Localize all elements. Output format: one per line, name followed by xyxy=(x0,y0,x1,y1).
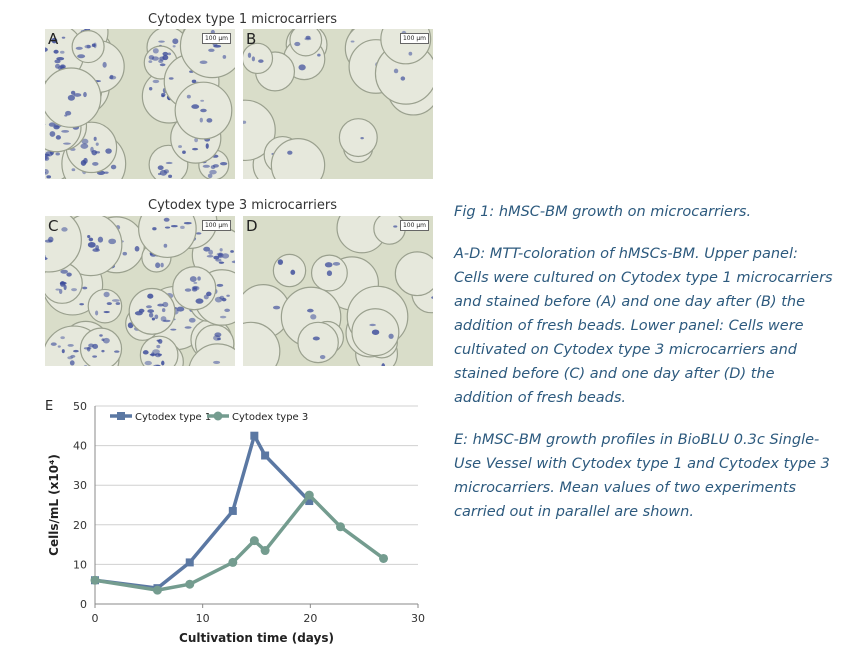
stained-cell xyxy=(149,87,152,90)
stained-cell xyxy=(220,316,226,319)
stained-cell xyxy=(66,273,71,277)
stained-cell xyxy=(200,109,207,112)
stained-cell xyxy=(161,316,167,322)
micrograph-panel-b xyxy=(243,29,433,179)
data-point xyxy=(250,536,259,545)
stained-cell xyxy=(388,334,393,339)
series-line xyxy=(95,495,384,590)
micrograph-panel-a xyxy=(45,29,235,179)
microcarrier-bead xyxy=(273,254,305,286)
legend-marker xyxy=(117,412,125,420)
stained-cell xyxy=(108,239,116,245)
stained-cell xyxy=(218,253,222,257)
stained-cell xyxy=(60,51,65,54)
stained-cell xyxy=(80,143,88,148)
stained-cell xyxy=(393,225,397,227)
y-tick-label: 40 xyxy=(73,439,87,453)
stained-cell xyxy=(72,168,76,171)
micrograph-image-b xyxy=(243,29,433,179)
stained-cell xyxy=(114,350,119,352)
stained-cell xyxy=(333,262,340,266)
stained-cell xyxy=(111,165,116,170)
stained-cell xyxy=(147,294,153,299)
stained-cell xyxy=(77,54,85,58)
stained-cell xyxy=(278,259,283,265)
caption-paragraph-e: E: hMSC-BM growth profiles in BioBLU 0.3c Single-Use Vessel with Cytodex type 1 and Cytodex type 3 microcarriers. Mean values of two experiments carried out in parallel are shown. xyxy=(454,432,830,520)
stained-cell xyxy=(213,164,219,167)
scale-bar-a: 100 µm xyxy=(202,33,231,44)
stained-cell xyxy=(104,292,110,297)
x-axis-label: Cultivation time (days) xyxy=(179,631,334,645)
stained-cell xyxy=(135,246,140,251)
stained-cell xyxy=(173,45,176,47)
stained-cell xyxy=(193,282,197,284)
stained-cell xyxy=(208,250,213,255)
scale-bar-b: 100 µm xyxy=(400,33,429,44)
caption-title: Fig 1: hMSC-BM growth on microcarriers. xyxy=(454,204,752,220)
stained-cell xyxy=(96,142,99,145)
data-point xyxy=(186,558,194,566)
stained-cell xyxy=(164,169,169,173)
stained-cell xyxy=(187,95,191,99)
stained-cell xyxy=(88,242,96,248)
stained-cell xyxy=(156,345,160,348)
stained-cell xyxy=(217,338,221,340)
stained-cell xyxy=(213,45,221,48)
stained-cell xyxy=(105,148,112,153)
stained-cell xyxy=(182,150,186,153)
stained-cell xyxy=(51,342,57,345)
stained-cell xyxy=(98,237,103,243)
series-line xyxy=(95,436,309,588)
panel-label-c: C xyxy=(48,217,59,235)
panel-label-b: B xyxy=(246,30,257,48)
stained-cell xyxy=(158,173,161,175)
stained-cell xyxy=(73,93,81,97)
stained-cell xyxy=(103,338,110,344)
data-point xyxy=(153,586,162,595)
stained-cell xyxy=(217,284,224,287)
stained-cell xyxy=(252,56,255,61)
stained-cell xyxy=(219,262,224,264)
stained-cell xyxy=(190,276,197,282)
stained-cell xyxy=(148,60,152,63)
stained-cell xyxy=(68,344,74,347)
stained-cell xyxy=(99,334,103,336)
scale-bar-d: 100 µm xyxy=(400,220,429,231)
stained-cell xyxy=(103,62,107,68)
stained-cell xyxy=(149,55,154,60)
stained-cell xyxy=(55,152,60,155)
stained-cell xyxy=(409,52,413,56)
stained-cell xyxy=(178,145,182,148)
x-tick-label: 0 xyxy=(91,612,99,625)
y-tick-label: 50 xyxy=(73,400,87,413)
stained-cell xyxy=(83,92,87,97)
stained-cell xyxy=(372,329,379,334)
stained-cell xyxy=(165,227,170,229)
y-axis-label: Cells/mL (x10⁴) xyxy=(47,454,61,556)
stained-cell xyxy=(327,270,332,276)
micrograph-panel-d xyxy=(243,216,433,366)
stained-cell xyxy=(224,309,230,312)
legend-label: Cytodex type 3 xyxy=(232,412,309,423)
stained-cell xyxy=(153,80,160,83)
stained-cell xyxy=(92,355,97,357)
data-point xyxy=(229,507,237,515)
data-point xyxy=(91,576,100,585)
stained-cell xyxy=(123,252,127,256)
stained-cell xyxy=(50,131,56,137)
stained-cell xyxy=(84,347,92,350)
stained-cell xyxy=(54,59,60,63)
stained-cell xyxy=(360,137,363,139)
micrograph-image-a xyxy=(45,29,235,179)
stained-cell xyxy=(79,303,84,305)
stained-cell xyxy=(101,350,104,352)
stained-cell xyxy=(258,59,264,63)
stained-cell xyxy=(208,49,214,52)
stained-cell xyxy=(143,350,149,354)
stained-cell xyxy=(162,302,168,307)
stained-cell xyxy=(192,148,198,151)
stained-cell xyxy=(150,354,157,356)
stained-cell xyxy=(287,151,292,155)
stained-cell xyxy=(197,276,201,280)
stained-cell xyxy=(230,250,234,253)
micrograph-panel-c xyxy=(45,216,235,366)
stained-cell xyxy=(207,255,214,257)
stained-cell xyxy=(351,40,355,42)
stained-cell xyxy=(55,64,60,69)
stained-cell xyxy=(369,324,376,326)
stained-cell xyxy=(208,174,213,178)
y-tick-label: 0 xyxy=(80,598,87,611)
stained-cell xyxy=(62,349,65,353)
stained-cell xyxy=(161,95,164,98)
stained-cell xyxy=(219,296,224,300)
data-point xyxy=(261,452,269,460)
stained-cell xyxy=(153,48,159,53)
stained-cell xyxy=(147,309,154,313)
stained-cell xyxy=(180,226,185,229)
stained-cell xyxy=(206,118,212,123)
stained-cell xyxy=(154,314,158,319)
data-point xyxy=(228,558,237,567)
legend-marker xyxy=(214,412,223,421)
stained-cell xyxy=(91,150,97,155)
stained-cell xyxy=(160,63,166,66)
panel-label-d: D xyxy=(246,217,258,235)
data-point xyxy=(250,432,258,440)
stained-cell xyxy=(46,175,51,178)
microcarrier-bead xyxy=(298,322,338,362)
panel-label-a: A xyxy=(48,30,59,48)
stained-cell xyxy=(104,311,110,313)
stained-cell xyxy=(401,76,406,80)
stained-cell xyxy=(60,336,64,339)
stained-cell xyxy=(65,111,71,116)
stained-cell xyxy=(139,309,145,313)
stained-cell xyxy=(73,350,79,352)
stained-cell xyxy=(184,222,192,224)
bottom-row-title: Cytodex type 3 microcarriers xyxy=(148,198,337,213)
stained-cell xyxy=(171,225,178,227)
stained-cell xyxy=(189,318,196,323)
stained-cell xyxy=(62,37,65,39)
stained-cell xyxy=(89,238,94,242)
stained-cell xyxy=(146,305,152,308)
microcarrier-bead xyxy=(395,252,433,296)
stained-cell xyxy=(307,309,314,313)
stained-cell xyxy=(298,64,305,70)
stained-cell xyxy=(169,77,174,79)
data-point xyxy=(185,580,194,589)
stained-cell xyxy=(92,162,98,166)
stained-cell xyxy=(220,162,227,165)
stained-cell xyxy=(92,43,96,47)
stained-cell xyxy=(220,248,223,251)
data-point xyxy=(261,546,270,555)
stained-cell xyxy=(61,227,67,231)
data-point xyxy=(336,522,345,531)
stained-cell xyxy=(110,75,114,79)
stained-cell xyxy=(305,36,310,39)
x-tick-label: 10 xyxy=(195,612,210,625)
stained-cell xyxy=(56,135,61,139)
stained-cell xyxy=(152,317,155,320)
stained-cell xyxy=(162,308,165,312)
stained-cell xyxy=(226,295,230,297)
x-tick-label: 20 xyxy=(303,612,318,625)
stained-cell xyxy=(191,104,199,109)
stained-cell xyxy=(76,47,83,50)
stained-cell xyxy=(196,298,204,303)
microcarrier-bead xyxy=(339,119,377,157)
stained-cell xyxy=(92,248,99,252)
stained-cell xyxy=(87,235,90,238)
stained-cell xyxy=(317,54,320,57)
stained-cell xyxy=(157,354,162,356)
stained-cell xyxy=(158,40,164,42)
figure-caption xyxy=(454,200,834,542)
stained-cell xyxy=(161,361,164,366)
stained-cell xyxy=(82,287,87,290)
stained-cell xyxy=(95,310,98,315)
stained-cell xyxy=(273,306,280,310)
stained-cell xyxy=(61,130,69,133)
stained-cell xyxy=(185,288,192,291)
stained-cell xyxy=(206,143,209,149)
stained-cell xyxy=(214,332,221,337)
stained-cell xyxy=(215,259,221,262)
data-point xyxy=(305,491,314,500)
top-row-title: Cytodex type 1 microcarriers xyxy=(148,12,337,27)
panel-label-e: E xyxy=(45,399,54,414)
stained-cell xyxy=(164,218,170,222)
stained-cell xyxy=(213,361,220,364)
stained-cell xyxy=(149,313,153,318)
stained-cell xyxy=(160,263,163,268)
y-tick-label: 10 xyxy=(73,558,87,572)
stained-cell xyxy=(158,339,162,344)
stained-cell xyxy=(394,69,398,74)
stained-cell xyxy=(185,326,192,329)
x-tick-label: 30 xyxy=(411,612,425,625)
stained-cell xyxy=(53,125,59,129)
growth-chart xyxy=(40,394,440,654)
stained-cell xyxy=(112,299,120,302)
stained-cell xyxy=(152,227,156,230)
stained-cell xyxy=(200,118,203,123)
stained-cell xyxy=(204,295,209,300)
stained-cell xyxy=(107,302,112,305)
stained-cell xyxy=(158,59,163,63)
stained-cell xyxy=(60,282,67,285)
caption-paragraph-ad: A-D: MTT-coloration of hMSCs-BM. Upper panel: Cells were cultured on Cytodex type 1 microcarriers and stained before (A) and one day after (B) the addition of fresh beads. Lower panel: Cells were cultivated on Cytodex type 3 microcarriers and stained before (C) and one day after (D) the addition of fresh beads. xyxy=(454,246,833,406)
stained-cell xyxy=(45,151,53,156)
stained-cell xyxy=(58,345,61,347)
stained-cell xyxy=(70,360,75,365)
stained-cell xyxy=(70,355,75,358)
micrograph-image-c xyxy=(45,216,235,366)
stained-cell xyxy=(248,53,251,58)
stained-cell xyxy=(53,50,58,54)
stained-cell xyxy=(200,100,204,102)
stained-cell xyxy=(310,314,316,319)
stained-cell xyxy=(196,232,202,234)
stained-cell xyxy=(166,162,173,164)
stained-cell xyxy=(48,237,53,243)
stained-cell xyxy=(164,244,168,248)
stained-cell xyxy=(63,143,71,145)
stained-cell xyxy=(290,270,295,275)
stained-cell xyxy=(325,262,333,267)
micrograph-image-d xyxy=(243,216,433,366)
stained-cell xyxy=(172,38,178,44)
stained-cell xyxy=(94,137,97,141)
stained-cell xyxy=(64,285,67,291)
stained-cell xyxy=(158,165,164,170)
stained-cell xyxy=(200,61,208,64)
stained-cell xyxy=(168,175,172,178)
y-tick-label: 20 xyxy=(73,518,87,532)
stained-cell xyxy=(85,45,92,49)
stained-cell xyxy=(320,355,326,359)
scale-bar-c: 100 µm xyxy=(202,220,231,231)
stained-cell xyxy=(60,270,68,274)
stained-cell xyxy=(145,361,152,365)
stained-cell xyxy=(203,165,210,168)
stained-cell xyxy=(192,288,197,292)
microcarrier-bead xyxy=(80,328,121,366)
stained-cell xyxy=(152,349,160,354)
stained-cell xyxy=(223,55,227,59)
stained-cell xyxy=(116,302,121,305)
stained-cell xyxy=(81,160,86,166)
stained-cell xyxy=(71,288,77,291)
y-tick-label: 30 xyxy=(73,479,87,493)
stained-cell xyxy=(294,42,300,46)
stained-cell xyxy=(313,337,320,341)
stained-cell xyxy=(59,289,62,294)
stained-cell xyxy=(162,52,168,56)
stained-cell xyxy=(170,329,176,331)
stained-cell xyxy=(88,343,94,347)
legend-label: Cytodex type 1 xyxy=(135,412,212,423)
stained-cell xyxy=(155,262,160,268)
data-point xyxy=(379,554,388,563)
microcarrier-bead xyxy=(290,29,322,56)
